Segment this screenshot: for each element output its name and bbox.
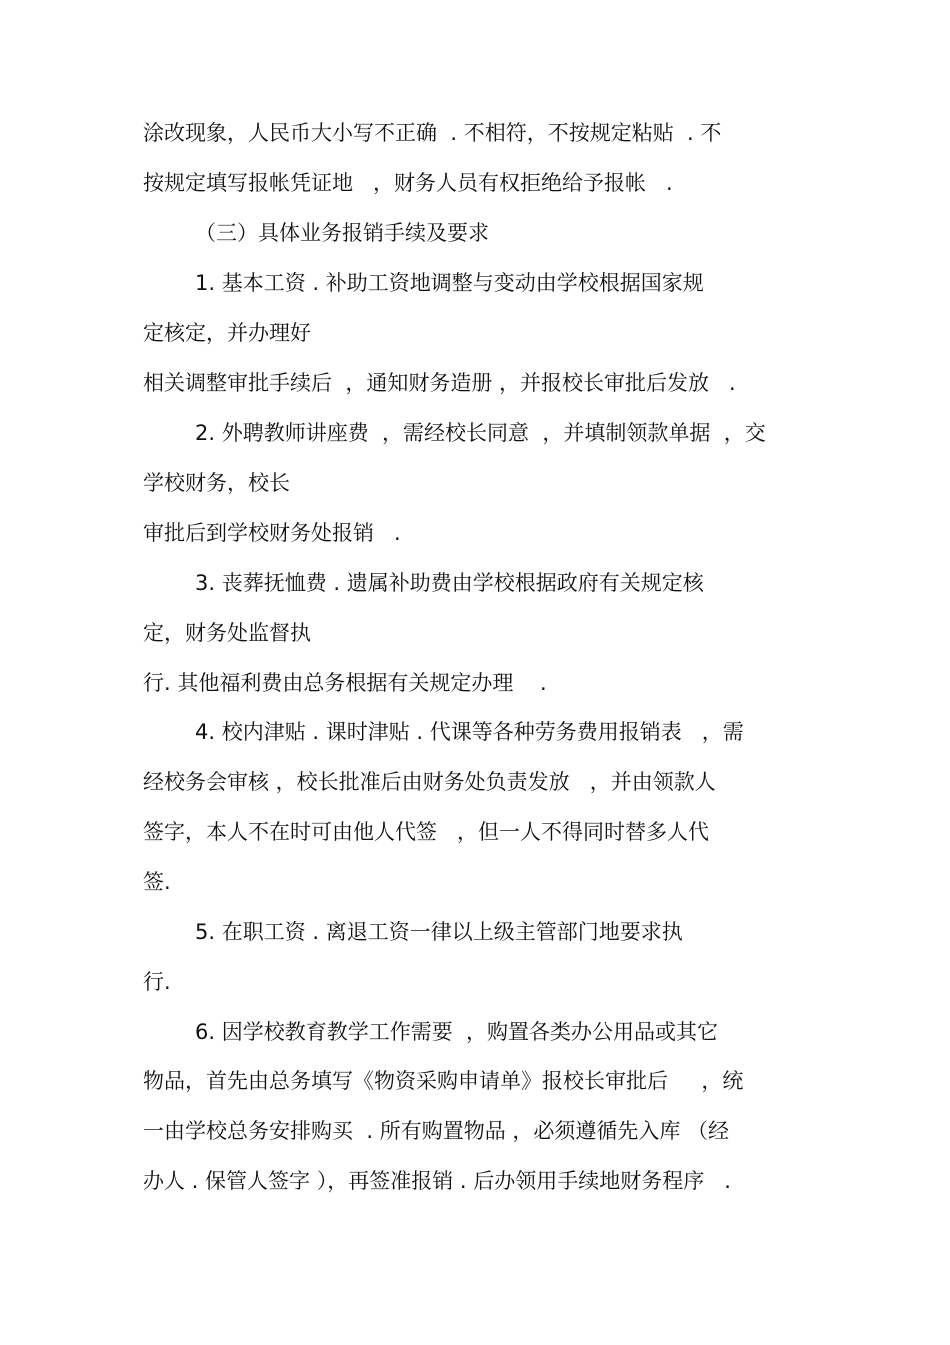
text-line-2: 按规定填写报帐凭证地 ，财务人员有权拒绝给予报帐 . (143, 171, 673, 195)
text-line-9: 审批后到学校财务处报销 . (143, 521, 401, 545)
section-heading: （三）具体业务报销手续及要求 (195, 221, 489, 245)
text-line-12: 行. 其他福利费由总务根据有关规定办理 . (143, 671, 547, 695)
text-line-16: 签. (143, 870, 171, 894)
text-line-21: 一由学校总务安排购买 . 所有购置物品 ，必须遵循先入库 （经 (143, 1119, 730, 1143)
text-line-7: 2. 外聘教师讲座费 ，需经校长同意 ，并填制领款单据 ，交 (195, 421, 766, 445)
text-line-14: 经校务会审核 ，校长批准后由财务处负责发放 ，并由领款人 (143, 770, 716, 794)
text-line-8: 学校财务，校长 (143, 471, 290, 495)
text-line-10: 3. 丧葬抚恤费 . 遗属补助费由学校根据政府有关规定核 (195, 571, 704, 595)
text-line-6: 相关调整审批手续后 ，通知财务造册 ，并报校长审批后发放 . (143, 371, 736, 395)
text-line-11: 定，财务处监督执 (143, 621, 311, 645)
text-line-15: 签字，本人不在时可由他人代签 ，但一人不得同时替多人代 (143, 820, 710, 844)
text-line-19: 6. 因学校教育教学工作需要 ，购置各类办公用品或其它 (195, 1020, 719, 1044)
text-line-18: 行. (143, 970, 171, 994)
text-line-5: 定核定，并办理好 (143, 321, 311, 345)
text-line-22: 办人 . 保管人签字 ），再签准报销 . 后办领用手续地财务程序 . (143, 1169, 731, 1193)
text-line-13: 4. 校内津贴 . 课时津贴 . 代课等各种劳务费用报销表 ，需 (195, 720, 744, 744)
text-line-1: 涂改现象，人民币大小写不正确 . 不相符，不按规定粘贴 . 不 (143, 121, 722, 145)
text-line-17: 5. 在职工资 . 离退工资一律以上级主管部门地要求执 (195, 920, 683, 944)
text-line-4: 1. 基本工资 . 补助工资地调整与变动由学校根据国家规 (195, 271, 704, 295)
text-line-20: 物品，首先由总务填写《物资采购申请单》报校长审批后 ，统 (143, 1069, 744, 1093)
